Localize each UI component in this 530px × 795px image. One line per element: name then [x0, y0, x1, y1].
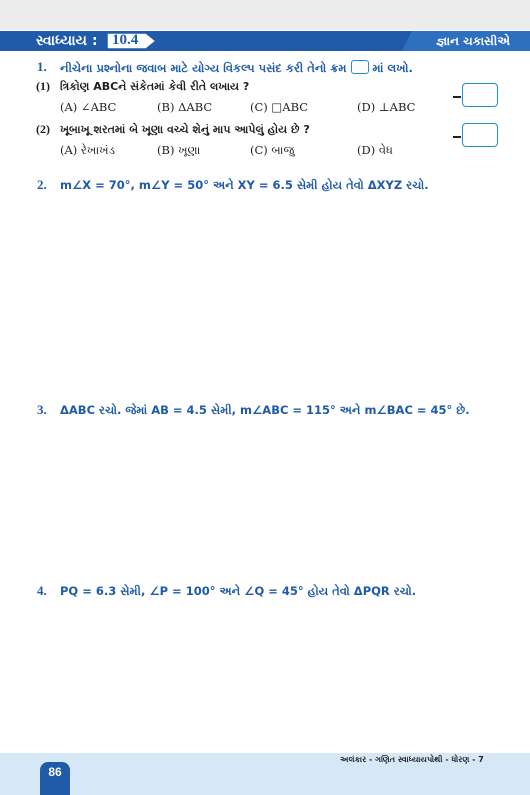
answer-1-box[interactable] [462, 83, 498, 107]
sub-1-option-d: (D) ⊥ABC [357, 100, 416, 114]
question-3-number: 3. [37, 402, 47, 417]
sub-1-option-c: (C) □ABC [250, 100, 309, 114]
question-1-number: 1. [37, 59, 47, 74]
question-1-text-before: નીચેના પ્રશ્નોના જવાબ માટે યોગ્ય વિકલ્પ પસંદ કરી તેનો ક્રમ [60, 61, 347, 75]
section-number-badge [106, 32, 158, 50]
answer-2-box[interactable] [462, 123, 498, 147]
question-2-number: 2. [37, 177, 47, 192]
answer-1-dash [453, 96, 461, 98]
sub-question-2-text: ખૂબાખૂ શરતમાં બે ખૂણા વચ્ચે શેનું માપ આપેલું હોય છે ? [60, 123, 310, 136]
sub-2-option-d: (D) વેધ [357, 143, 393, 157]
section-label-text: સ્વાધ્યાય [36, 33, 87, 49]
sub-2-option-a: (A) રેખાખંડ [60, 143, 115, 157]
sub-question-1-number: (1) [36, 79, 50, 93]
page-number: 86 [48, 765, 62, 779]
question-3-text: ΔABC રચો. જેમાં AB = 4.5 સેમી, m∠ABC = 115° અને m∠BAC = 45° છે. [60, 403, 470, 417]
question-4-text: PQ = 6.3 સેમી, ∠P = 100° અને ∠Q = 45° હોય તેવો ΔPQR રચો. [60, 584, 417, 598]
gnan-chakasie-tab [402, 31, 530, 51]
answer-code-box [351, 60, 369, 74]
top-margin-band [0, 0, 530, 30]
sub-question-1-text: ત્રિકોણ ABCને સંકેતમાં કેવી રીતે લખાય ? [60, 80, 250, 93]
section-label [36, 33, 98, 49]
section-label-colon: : [92, 33, 98, 49]
sub-1-option-b: (B) ΔABC [157, 100, 213, 114]
question-4-number: 4. [37, 583, 47, 598]
tab-label: જ્ઞાન ચકાસીએ [436, 34, 510, 48]
question-1-text [60, 60, 413, 76]
section-number: 10.4 [112, 32, 139, 48]
page-number-tab [40, 762, 70, 795]
question-1-text-after: માં લખો. [372, 61, 413, 75]
sub-2-option-b: (B) ખૂણા [157, 143, 201, 157]
sub-question-2-number: (2) [36, 122, 50, 136]
question-2-text: m∠X = 70°, m∠Y = 50° અને XY = 6.5 સેમી હોય તેવો ΔXYZ રચો. [60, 178, 429, 192]
answer-2-dash [453, 136, 461, 138]
sub-2-option-c: (C) બાજુ [250, 143, 295, 157]
sub-1-option-a: (A) ∠ABC [60, 100, 117, 114]
footer-book-title: અલંકાર - ગણિત સ્વાધ્યાયપોથી - ધોરણ - 7 [340, 755, 484, 764]
